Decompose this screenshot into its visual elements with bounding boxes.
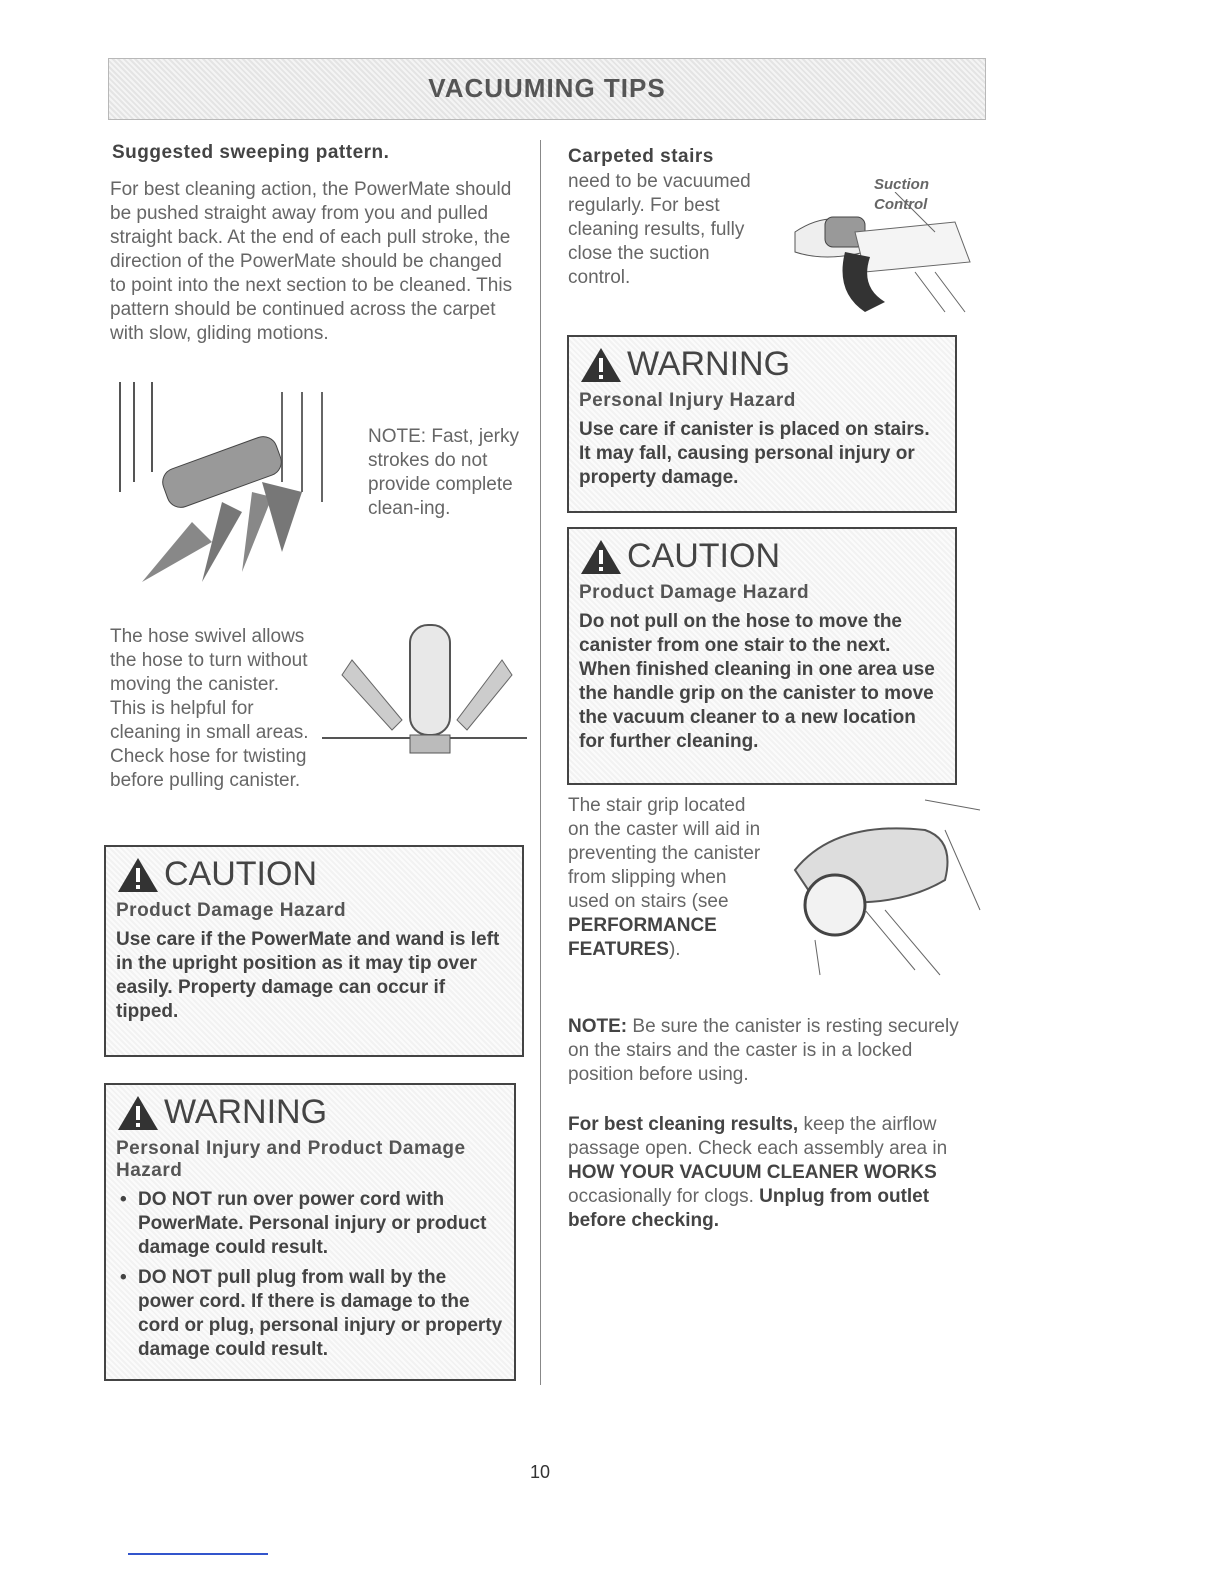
caution-title: CAUTION [164, 855, 317, 893]
warning-bullet: • DO NOT pull plug from wall by the power cord. If there is damage to the cord or plug, personal injury or property damage could result. [116, 1266, 504, 1362]
caution-subtitle: Product Damage Hazard [116, 900, 347, 921]
warning-subtitle: Personal Injury Hazard [579, 390, 796, 411]
title-banner [108, 58, 986, 120]
column-divider [540, 140, 541, 1385]
caution-title-row [579, 537, 945, 576]
warning-title-row [116, 1093, 504, 1132]
caution-title: CAUTION [627, 537, 780, 575]
hose-swivel-illustration [322, 620, 527, 760]
warning-subtitle: Personal Injury and Product Damage Hazard [116, 1138, 466, 1181]
airflow-reference: HOW YOUR VACUUM CLEANER WORKS [568, 1162, 937, 1183]
stairs-heading: Carpeted stairs [568, 146, 714, 167]
warning-triangle-icon [116, 856, 160, 894]
warning-title: WARNING [164, 1093, 328, 1131]
warning-triangle-icon [116, 1094, 160, 1132]
sweep-heading: Suggested sweeping pattern. [112, 142, 390, 163]
note-text: Be sure the canister is resting securely on the stairs and the caster is in a locked position before using. [568, 1016, 959, 1085]
page-title: VACUUMING TIPS [428, 73, 666, 103]
warning-triangle-icon [579, 346, 623, 384]
stair-grip-text: The stair grip located on the caster will aid in preventing the canister from slipping when used on stairs (see [568, 795, 761, 912]
airflow-end: Unplug from outlet before checking. [568, 1186, 930, 1231]
warning-title: WARNING [627, 345, 791, 383]
warning-text: Use care if canister is placed on stairs. It may fall, causing personal injury or property damage. [579, 419, 930, 488]
caution-text: Do not pull on the hose to move the canister from one stair to the next. When finished cleaning in one area use the handle grip on the canister to move the vacuum cleaner to a new location for further cleaning. [579, 611, 935, 752]
airflow-lead: For best cleaning results, [568, 1114, 799, 1135]
stair-grip-reference: PERFORMANCE FEATURES [568, 915, 717, 960]
footer-rule [128, 1553, 268, 1555]
warning-bullet: • DO NOT run over power cord with PowerMate. Personal injury or product damage could result. [116, 1188, 504, 1260]
page-number: 10 [529, 1462, 551, 1482]
caution-text: Use care if the PowerMate and wand is left in the upright position as it may tip over easily. Property damage can occur if tipped. [116, 929, 500, 1022]
caution-box-hose [567, 527, 957, 785]
caution-box-powermate [104, 845, 524, 1057]
suction-label-1: Suction [874, 176, 929, 193]
warning-title-row [579, 345, 945, 384]
note-paragraph [568, 1015, 968, 1087]
airflow-paragraph [568, 1113, 973, 1233]
warning-triangle-icon [579, 538, 623, 576]
note-label: NOTE: [568, 1016, 628, 1037]
suction-label-2: Control [874, 196, 928, 213]
stair-grip-paragraph [568, 794, 768, 962]
suction-control-illustration [785, 192, 985, 317]
caution-subtitle: Product Damage Hazard [579, 582, 810, 603]
caution-title-row [116, 855, 512, 894]
stair-grip-end: ). [668, 939, 681, 960]
stairs-paragraph: need to be vacuumed regularly. For best cleaning results, fully close the suction control. [568, 171, 751, 288]
warning-box-stairs [567, 335, 957, 513]
swivel-paragraph: The hose swivel allows the hose to turn without moving the canister. This is helpful for cleaning in small areas. Check hose for twisting before pulling canister. [110, 626, 309, 791]
stair-grip-illustration [775, 790, 985, 980]
sweeping-pattern-illustration [112, 382, 342, 592]
warning-box-power-cord [104, 1083, 516, 1381]
airflow-text: keep the airflow passage open. Check each assembly area in [568, 1114, 948, 1159]
airflow-mid: occasionally for clogs. [568, 1186, 754, 1207]
note-fast-strokes: NOTE: Fast, jerky strokes do not provide complete clean-ing. [368, 426, 519, 519]
sweep-paragraph: For best cleaning action, the PowerMate should be pushed straight away from you and pulled straight back. At the end of each pull stroke, the direction of the PowerMate should be changed to point into the next section to be cleaned. This pattern should be continued across the carpet with slow, gliding motions. [110, 179, 513, 344]
